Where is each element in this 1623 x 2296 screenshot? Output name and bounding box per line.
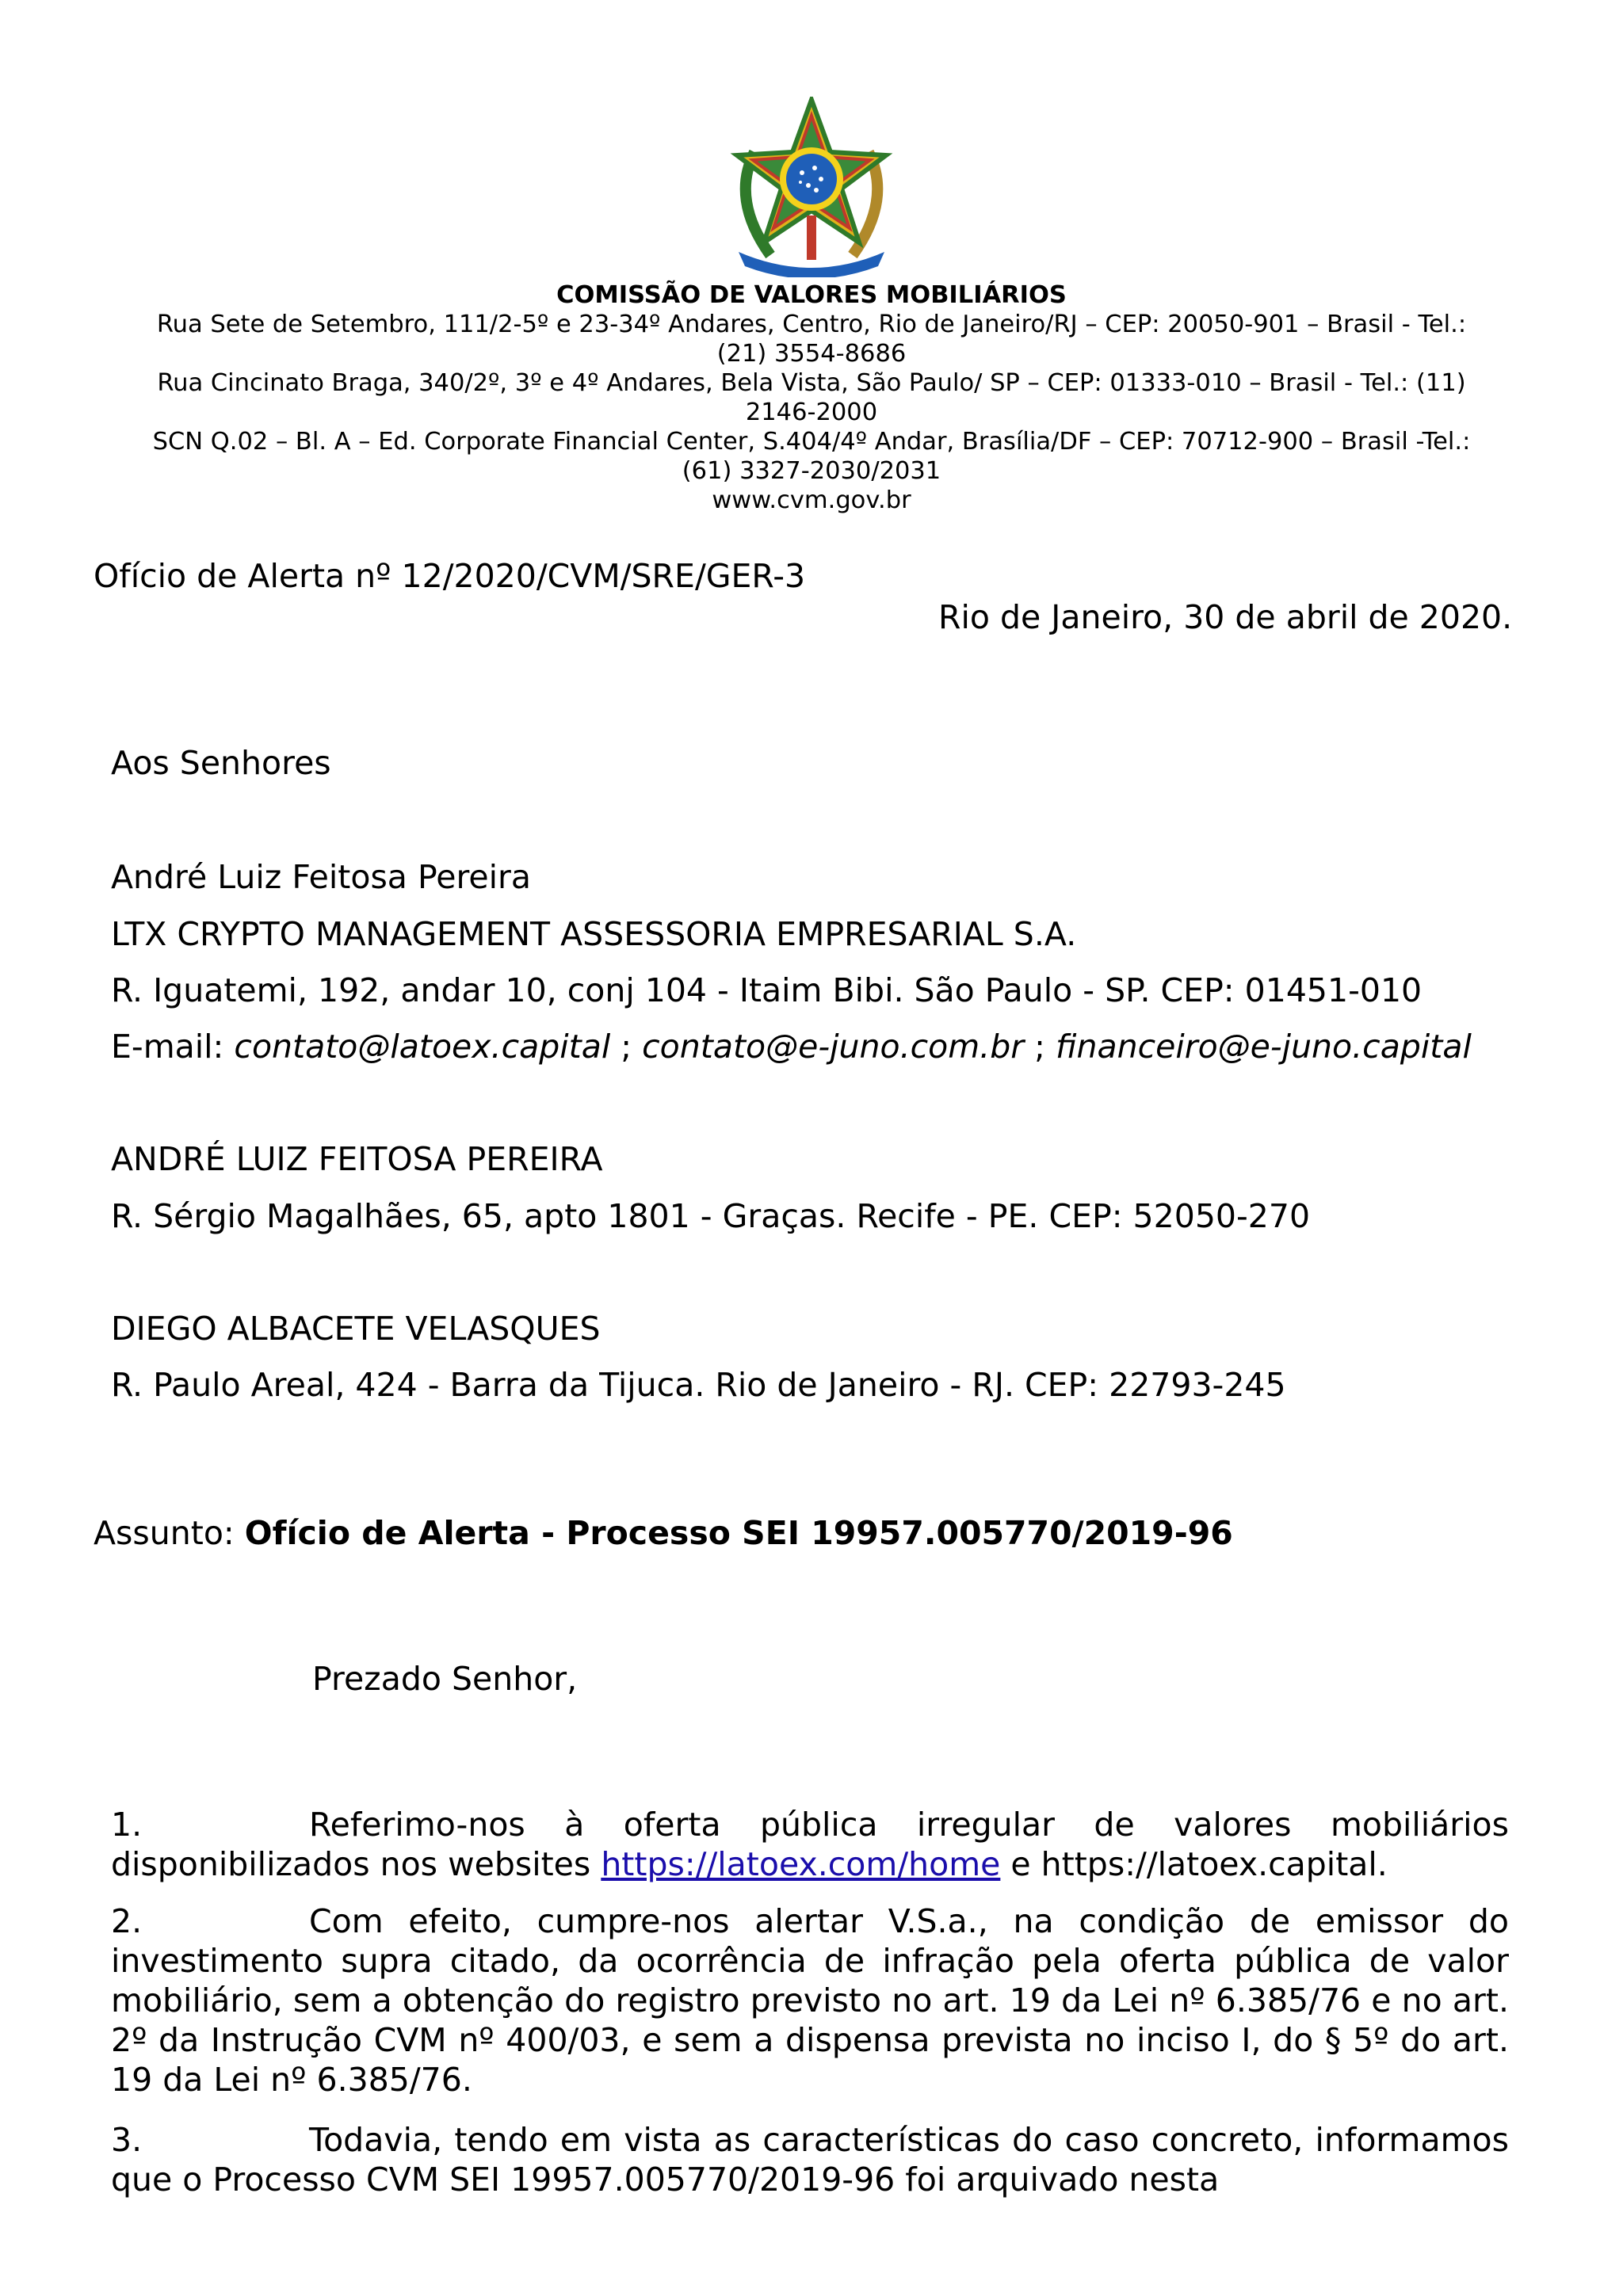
paragraph-1 (111, 1805, 1509, 1884)
email-separator: ; (1024, 1028, 1056, 1066)
organization-name: COMISSÃO DE VALORES MOBILIÁRIOS (556, 281, 1067, 309)
paragraph-3-number: 3. (111, 2121, 143, 2159)
subject-text: Ofício de Alerta - Processo SEI 19957.005770/2019-96 (244, 1514, 1233, 1552)
email-2: contato@e-juno.com.br (642, 1028, 1025, 1066)
email-3: financeiro@e-juno.capital (1055, 1028, 1472, 1066)
recipient-2-address: R. Sérgio Magalhães, 65, apto 1801 - Graças. Recife - PE. CEP: 52050-270 (111, 1197, 1311, 1235)
email-1: contato@latoex.capital (234, 1028, 611, 1066)
coat-of-arms-emblem (723, 97, 900, 277)
paragraph-3-text: Todavia, tendo em vista as características do caso concreto, informamos que o Processo CVM SEI 19957.005770/2019-96 foi arquivado nesta (111, 2121, 1509, 2199)
address-brasilia-line1: SCN Q.02 – Bl. A – Ed. Corporate Financial Center, S.404/4º Andar, Brasília/DF – CEP: 70712-900 – Brasil -Tel.: (152, 428, 1471, 456)
paragraph-2-number: 2. (111, 1902, 143, 1940)
salutation-to: Aos Senhores (111, 744, 331, 782)
subject-label: Assunto: (94, 1514, 245, 1552)
recipient-1-company: LTX CRYPTO MANAGEMENT ASSESSORIA EMPRESARIAL S.A. (111, 915, 1077, 953)
paragraph-2-text: Com efeito, cumpre-nos alertar V.S.a., na condição de emissor do investimento supra citado, da ocorrência de infração pela oferta pública de valor mobiliário, sem a obtenção do registro previsto no art. 19 da Lei nº 6.385/76 e no art. 2º da Instrução CVM nº 400/03, e sem a dispensa prevista no inciso I, do § 5º do art. 19 da Lei nº 6.385/76. (111, 1902, 1509, 2099)
recipient-1-emails (111, 1027, 1472, 1066)
paragraph-1-number: 1. (111, 1806, 143, 1844)
letter-date: Rio de Janeiro, 30 de abril de 2020. (938, 598, 1513, 636)
website-link[interactable]: https://latoex.com/home (601, 1845, 1001, 1883)
address-rio-line1: Rua Sete de Setembro, 111/2-5º e 23-34º Andares, Centro, Rio de Janeiro/RJ – CEP: 20050-901 – Brasil - Tel.: (156, 311, 1467, 338)
address-sao-paulo-line2: 2146-2000 (745, 399, 878, 426)
subject-line (94, 1513, 1233, 1553)
letter-reference: Ofício de Alerta nº 12/2020/CVM/SRE/GER-3 (94, 557, 806, 595)
address-sao-paulo-line1: Rua Cincinato Braga, 340/2º, 3º e 4º Andares, Bela Vista, São Paulo/ SP – CEP: 01333-010 – Brasil - Tel.: (11) (157, 369, 1466, 397)
address-brasilia-line2: (61) 3327-2030/2031 (682, 457, 941, 485)
email-label: E-mail: (111, 1028, 235, 1066)
paragraph-1-conjunction: e (1000, 1845, 1041, 1883)
recipient-1-address: R. Iguatemi, 192, andar 10, conj 104 - Itaim Bibi. São Paulo - SP. CEP: 01451-010 (111, 971, 1423, 1009)
recipient-2-name: ANDRÉ LUIZ FEITOSA PEREIRA (111, 1140, 603, 1178)
paragraph-3 (111, 2120, 1509, 2199)
recipient-3-name: DIEGO ALBACETE VELASQUES (111, 1310, 601, 1348)
paragraph-2 (111, 1901, 1509, 2100)
email-separator: ; (610, 1028, 643, 1066)
letterhead (103, 280, 1520, 515)
recipient-1-name: André Luiz Feitosa Pereira (111, 858, 531, 896)
address-rio-line2: (21) 3554-8686 (716, 340, 907, 368)
greeting: Prezado Senhor, (312, 1660, 578, 1698)
recipient-3-address: R. Paulo Areal, 424 - Barra da Tijuca. Rio de Janeiro - RJ. CEP: 22793-245 (111, 1366, 1286, 1404)
website: www.cvm.gov.br (712, 486, 911, 514)
paragraph-1-end: https://latoex.capital. (1041, 1845, 1388, 1883)
paragraph-1-text: Referimo-nos à oferta pública irregular de valores mobiliários disponibilizados nos websites (111, 1806, 1509, 1883)
